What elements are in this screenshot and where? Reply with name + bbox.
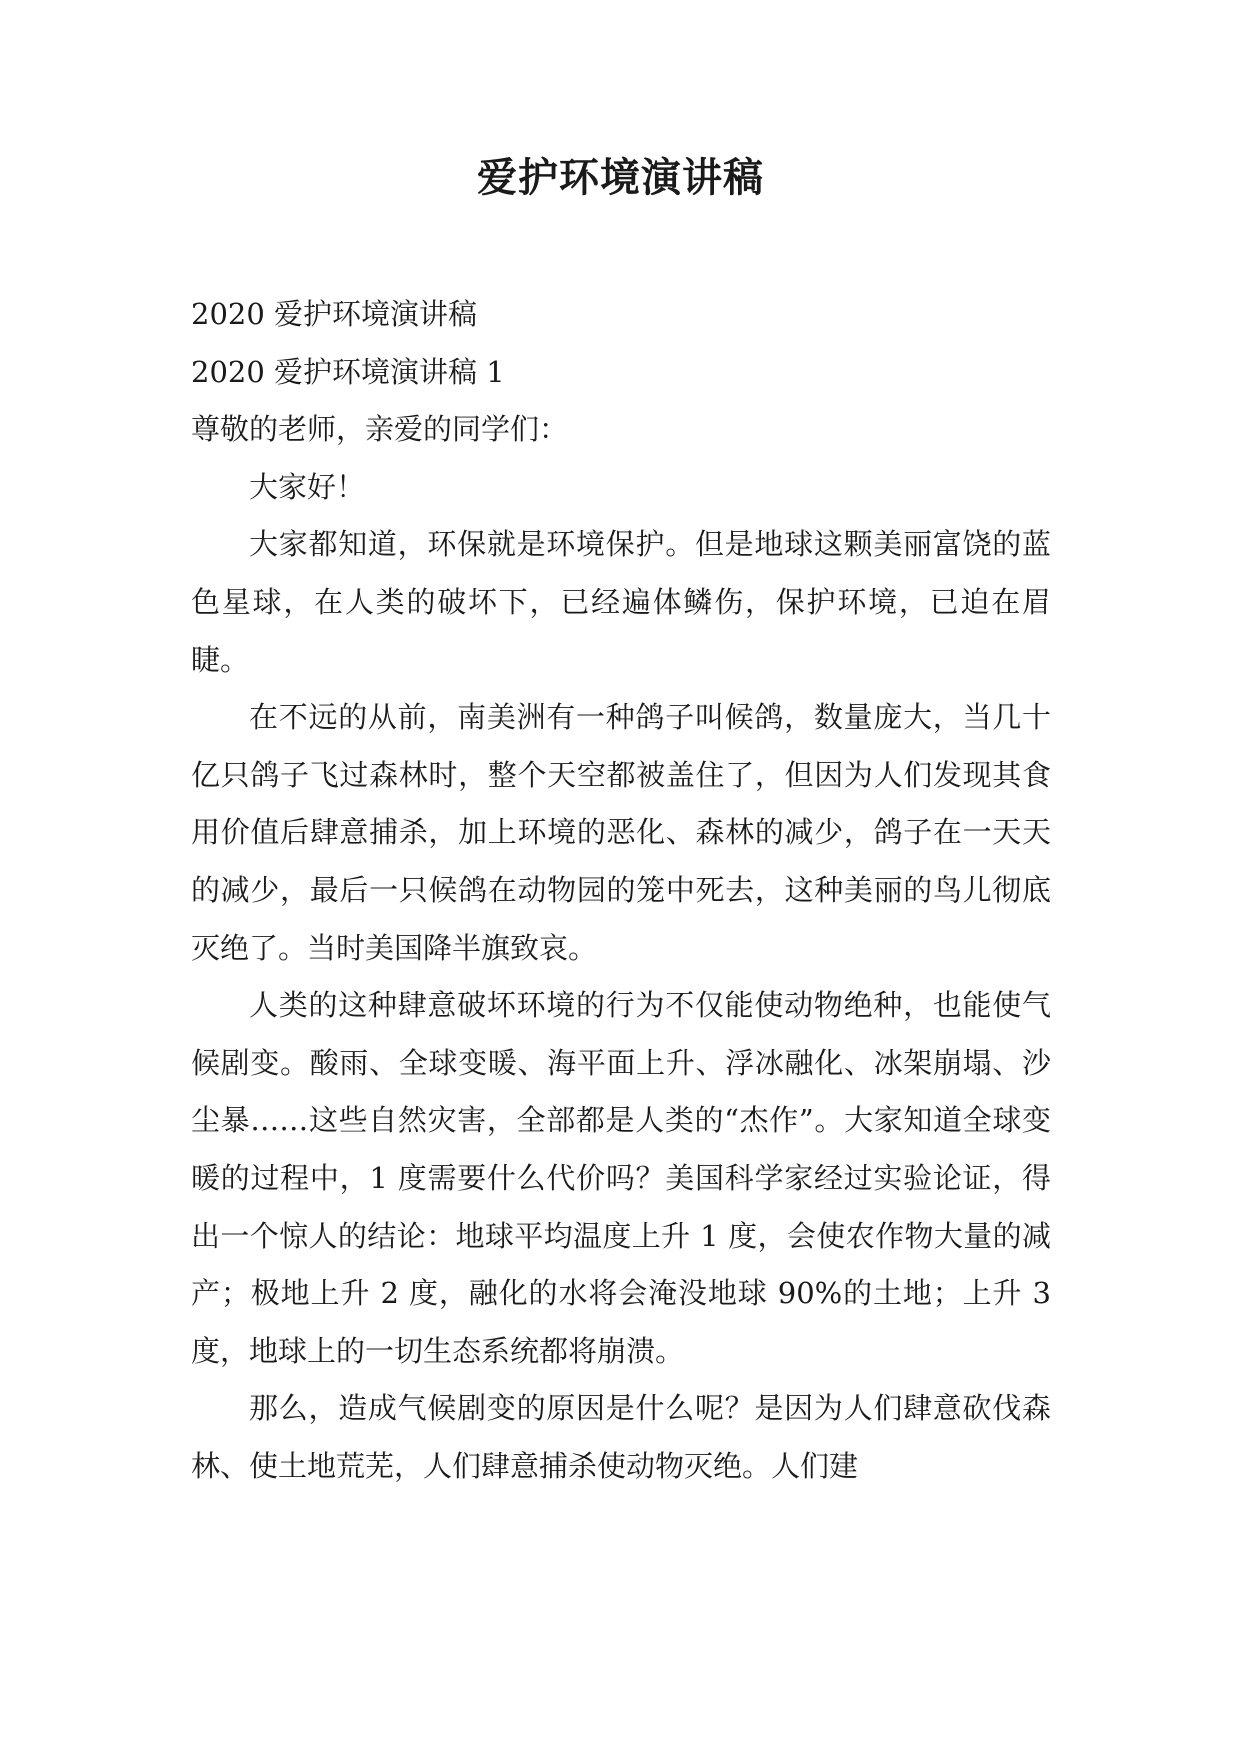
document-title: 爱护环境演讲稿 [477, 154, 764, 201]
paragraph-3: 人类的这种肆意破坏环境的行为不仅能使动物绝种，也能使气候剧变。酸雨、全球变暖、海平面上升、浮冰融化、冰架崩塌、沙尘暴……这些自然灾害，全部都是人类的“杰作”。大家知道全球变暖的过程中，1 度需要什么代价吗？美国科学家经过实验论证，得出一个惊人的结论：地球平均温度上升 1 度，会使农作物大量的减产；极地上升 2 度，融化的水将会淹没地球 90%的土地；上升 3 度，地球上的一切生态系统都将崩溃。 [191, 988, 1051, 1368]
greeting: 大家好！ [249, 469, 366, 504]
paragraph-2: 在不远的从前，南美洲有一种鸽子叫候鸽，数量庞大，当几十亿只鸽子飞过森林时，整个天空都被盖住了，但因为人们发现其食用价值后肆意捕杀，加上环境的恶化、森林的减少，鸽子在一天天的减少，最后一只候鸽在动物园的笼中死去，这种美丽的鸟儿彻底灭绝了。当时美国降半旗致哀。 [191, 700, 1051, 965]
paragraph-4: 那么，造成气候剧变的原因是什么呢？是因为人们肆意砍伐森林、使土地荒芜，人们肆意捕杀使动物灭绝。人们建 [191, 1391, 1051, 1483]
paragraph-1: 大家都知道，环保就是环境保护。但是地球这颗美丽富饶的蓝色星球，在人类的破坏下，已经遍体鳞伤，保护环境，已迫在眉睫。 [191, 527, 1051, 677]
salutation: 尊敬的老师，亲爱的同学们： [191, 412, 569, 447]
heading-line-1: 2020 爱护环境演讲稿 [191, 297, 478, 331]
document-body [191, 286, 1051, 1495]
heading-line-2: 2020 爱护环境演讲稿 1 [191, 354, 505, 389]
